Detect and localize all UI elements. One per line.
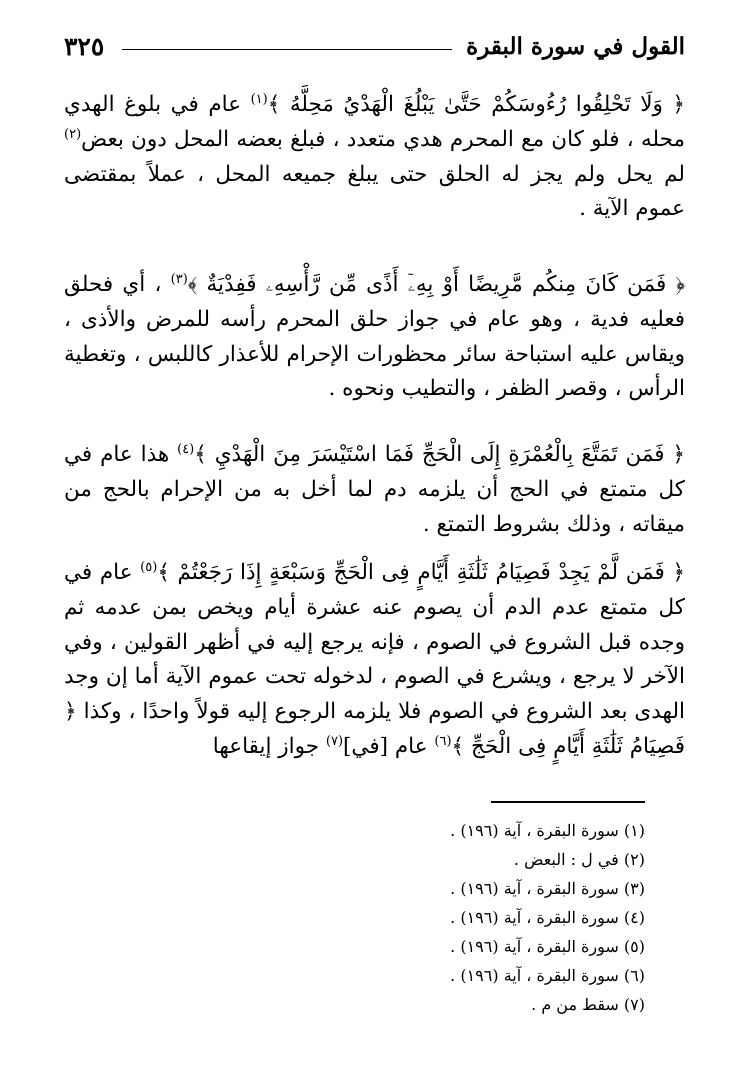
- footnote-item: (٥) سورة البقرة ، آية (١٩٦) .: [450, 937, 645, 956]
- page-number: ٣٢٥: [64, 31, 105, 61]
- footnote-item: (٧) سقط من م .: [531, 995, 645, 1014]
- footnote-item: (٣) سورة البقرة ، آية (١٩٦) .: [450, 879, 645, 898]
- footnote-marker: (٣): [170, 271, 188, 287]
- chapter-title: القول في سورة البقرة: [466, 32, 685, 60]
- header-rule: [122, 49, 452, 50]
- paragraph: [64, 268, 685, 407]
- quran-verse: ﴿ فَمَن تَمَتَّعَ بِالْعُمْرَةِ إِلَى الْحَجِّ فَمَا اسْتَيْسَرَ مِنَ الْهَدْيِ ﴾: [194, 442, 686, 467]
- quran-verse: ﴿ فَمَن لَّمْ يَجِدْ فَصِيَامُ ثَلَٰثَةِ أَيَّامٍ فِى الْحَجِّ وَسَبْعَةٍ إِذَا رَجَعْتُمْ ﴾: [157, 560, 685, 585]
- quran-verse: ﴿ وَلَا تَحْلِقُوا رُءُوسَكُمْ حَتَّىٰ يَبْلُغَ الْهَدْيُ مَحِلَّهُ ﴾: [267, 92, 686, 117]
- footnote-marker: (٤): [177, 441, 195, 457]
- footnote-marker: (٥): [140, 559, 158, 575]
- footnote-item: (٦) سورة البقرة ، آية (١٩٦) .: [450, 966, 645, 985]
- footnote-item: (٤) سورة البقرة ، آية (١٩٦) .: [450, 908, 645, 927]
- paragraph: [64, 556, 685, 765]
- footnote-marker: (٦): [434, 733, 452, 749]
- running-header: [64, 26, 685, 66]
- quran-verse: ﴿ فَمَن كَانَ مِنكُم مَّرِيضًا أَوْ بِهِۦٓ أَذًى مِّن رَّأْسِهِۦ فَفِدْيَةٌ ﴾: [187, 272, 685, 297]
- paragraph-text: لم يحل ولم يجز له الحلق حتى يبلغ جميعه المحل ، عملاً بمقتضى عموم الآية .: [64, 161, 685, 222]
- quran-verse: ﴿ فَصِيَامُ ثَلَٰثَةِ أَيَّامٍ فِى الْحَجِّ ﴾: [64, 699, 685, 759]
- paragraph: [64, 438, 685, 542]
- paragraph: [64, 88, 685, 227]
- paragraph-text: عام [في]: [343, 733, 428, 759]
- footnote-item: (١) سورة البقرة ، آية (١٩٦) .: [450, 821, 645, 840]
- footnote-marker: (١): [250, 91, 268, 107]
- paragraph-text: عام في بلوغ الهدي محله ، فلو كان مع المحرم هدي متعدد ، فبلغ بعضه المحل دون بعض: [64, 92, 685, 152]
- footnote-marker: (٧): [325, 733, 344, 749]
- paragraph-text: عام في كل متمتع عدم الدم أن يصوم عنه عشرة أيام ويخص بمن عدمه ثم وجده قبل الشروع في الصوم ، فإنه يرجع إليه في أظهر القولين ، وفي الآخر لا يرجع ، ويشرع في الصوم ، لدخوله تحت عموم الآية أما إن وجد الهدى بعد الشروع في الصوم فلا يلزمه الرجوع إليه قولاً واحدًا ، وكذا: [64, 560, 685, 725]
- footnote-marker: (٢): [64, 126, 82, 142]
- footnote-separator: [491, 801, 645, 803]
- paragraph-text: ، أي فحلق فعليه فدية ، وهو عام في جواز حلق المحرم رأسه للمرض والأذى ، ويقاس عليه استباحة سائر محظورات الإحرام للأعذار كاللبس ، وتغطية الرأس ، وقصر الظفر ، والتطيب ونحوه .: [64, 272, 685, 402]
- footnote-item: (٢) في ل : البعض .: [513, 850, 645, 869]
- footnotes: [225, 816, 645, 1019]
- paragraph-text: هذا عام في كل متمتع في الحج أن يلزمه دم لما أخل به من الإحرام بالحج من ميقاته ، وذلك بشروط التمتع .: [64, 442, 685, 537]
- paragraph-text: جواز إيقاعها: [212, 733, 320, 759]
